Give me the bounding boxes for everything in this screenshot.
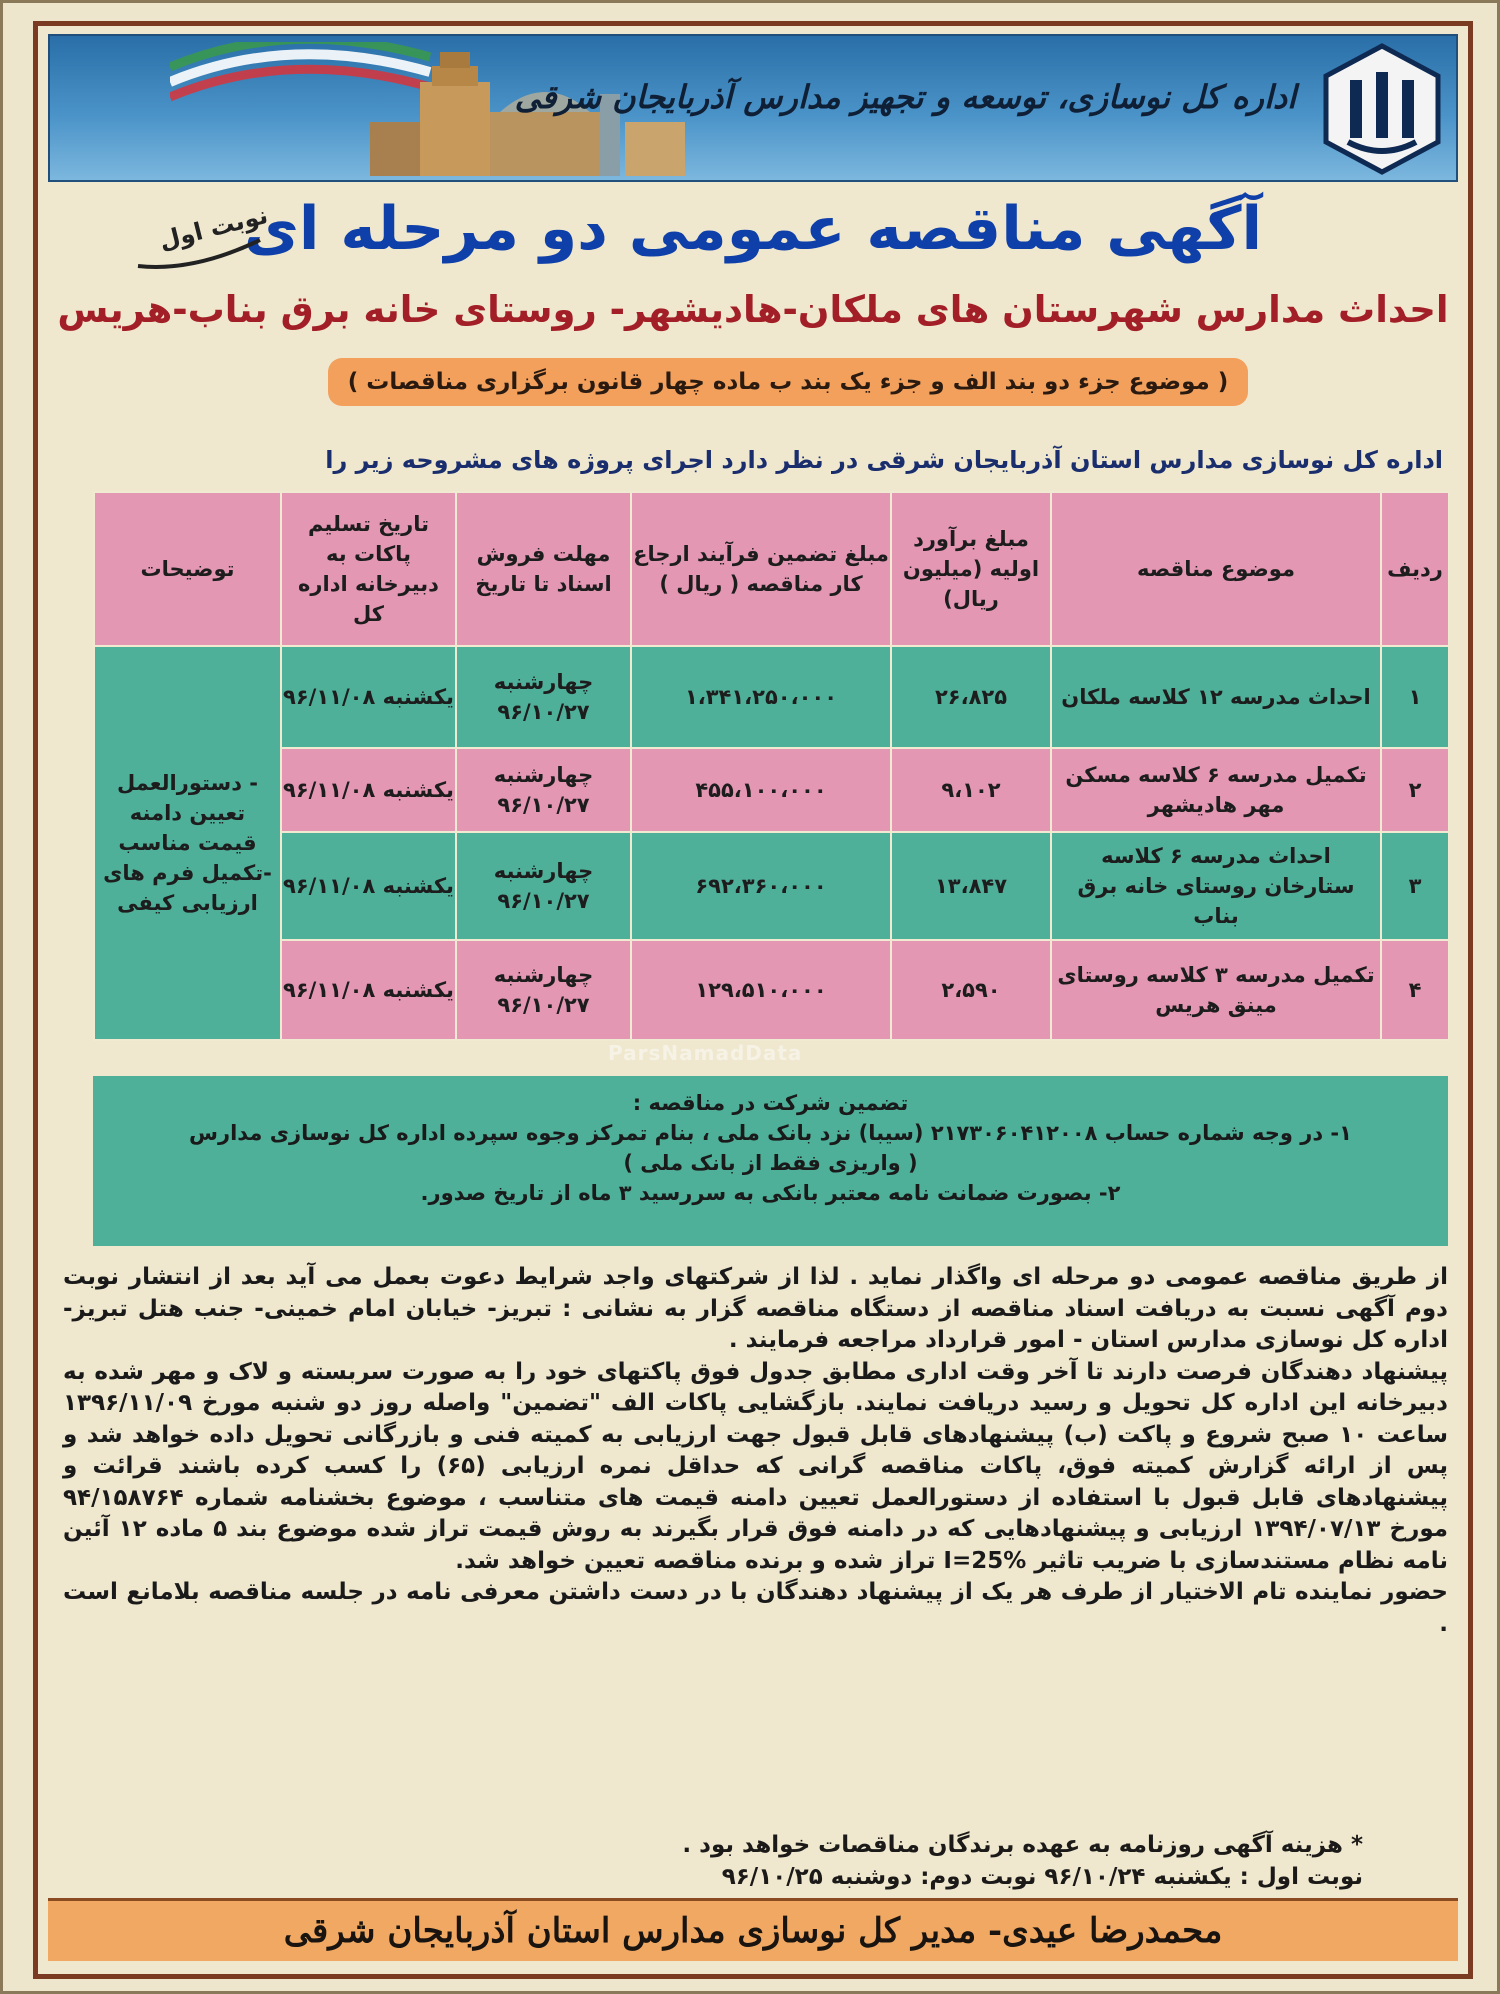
table-header-row <box>94 492 1449 646</box>
delivery-date: یکشنبه ۹۶/۱۱/۰۸ <box>281 748 456 832</box>
row-number: ۴ <box>1381 940 1449 1040</box>
row-number: ۲ <box>1381 748 1449 832</box>
delivery-date: یکشنبه ۹۶/۱۱/۰۸ <box>281 940 456 1040</box>
estimate-value: ۱۳،۸۴۷ <box>891 832 1051 940</box>
body-paragraph: حضور نماینده تام الاختیار از طرف هر یک از پیشنهاد دهندگان با در دست داشتن معرفی نامه در جلسه مناقصه بلامانع است . <box>63 1579 1448 1637</box>
estimate-value: ۹،۱۰۲ <box>891 748 1051 832</box>
advert-subtitle: احداث مدارس شهرستان های ملکان-هادیشهر- روستای خانه برق بناب-هریس <box>57 288 1449 331</box>
guarantee-value: ۱،۳۴۱،۲۵۰،۰۰۰ <box>631 646 891 748</box>
organization-logo-icon <box>1320 42 1444 176</box>
cost-note: * هزینه آگهی روزنامه به عهده برندگان مناقصات خواهد بود . <box>682 1832 1363 1858</box>
body-paragraph: پیشنهاد دهندگان فرصت دارند تا آخر وقت اداری مطابق جدول فوق پاکتهای خود را به صورت سربسته و لاک و مهر شده به دبیرخانه این اداره کل تحویل و رسید دریافت نمایند. بازگشایی پاکات الف "تضمین" واصله روز دو شنبه مورخ ۱۳۹۶/۱۱/۰۹ ساعت ۱۰ صبح شروع و پاکت (ب) پیشنهادهای قابل قبول جهت ارزیابی به کمیته فنی و بازرگانی تحویل داده خواهد شد و پس از ارائه گزارش کمیته فوق، پاکات مناقصه گرانی که حداقل نمره ارزیابی (۶۵) را کسب کرده باشند قرائت و پیشنهادهای قابل قبول با استفاده از دستورالعمل تعیین دامنه قیمت های متناسب ، موضوع بخشنامه شماره ۹۴/۱۵۸۷۶۴ مورخ ۱۳۹۴/۰۷/۱۳ ارزیابی و پیشنهادهایی که در دامنه فوق قرار بگیرند به روش قیمت تراز شده موضوع بند ۵ ماده ۱۲ آئین نامه نظام مستندسازی با ضریب تاثیر I=25% تراز شده و برنده مناقصه تعیین خواهد شد. <box>63 1358 1449 1574</box>
col-header-guarantee: مبلغ تضمین فرآیند ارجاع کار مناقصه ( ریال ) <box>631 492 891 646</box>
body-text <box>63 1262 1448 1640</box>
guarantee-value: ۴۵۵،۱۰۰،۰۰۰ <box>631 748 891 832</box>
col-header-row-no: ردیف <box>1381 492 1449 646</box>
sale-deadline: چهارشنبه ۹۶/۱۰/۲۷ <box>456 940 631 1040</box>
advert-title: آگهی مناقصه عمومی دو مرحله ای <box>243 194 1263 264</box>
guarantee-value: ۱۲۹،۵۱۰،۰۰۰ <box>631 940 891 1040</box>
tender-subject: احداث مدرسه ۱۲ کلاسه ملکان <box>1051 646 1381 748</box>
guarantee-line-1: ۱- در وجه شماره حساب ۲۱۷۳۰۶۰۴۱۲۰۰۸ (سیبا) نزد بانک ملی ، بنام تمرکز وجوه سپرده اداره کل نوسازی مدارس <box>189 1121 1352 1145</box>
legal-subject-box: ( موضوع جزء دو بند الف و جزء یک بند ب ماده چهار قانون برگزاری مناقصات ) <box>328 358 1248 406</box>
guarantee-line-3: ۲- بصورت ضمانت نامه معتبر بانکی به سررسید ۳ ماه از تاریخ صدور. <box>420 1181 1121 1205</box>
delivery-date: یکشنبه ۹۶/۱۱/۰۸ <box>281 646 456 748</box>
estimate-value: ۲۶،۸۲۵ <box>891 646 1051 748</box>
publication-dates: نوبت اول : یکشنبه ۹۶/۱۰/۲۴ نوبت دوم: دوشنبه ۹۶/۱۰/۲۵ <box>721 1864 1363 1890</box>
guarantee-title: تضمین شرکت در مناقصه : <box>632 1091 909 1115</box>
watermark: ParsNamadData <box>608 1041 803 1065</box>
estimate-value: ۲،۵۹۰ <box>891 940 1051 1040</box>
tender-table <box>93 491 1450 1041</box>
tender-subject: احداث مدرسه ۶ کلاسه ستارخان روستای خانه برق بناب <box>1051 832 1381 940</box>
row-number: ۱ <box>1381 646 1449 748</box>
table-row <box>94 940 1449 1040</box>
guarantee-line-2: ( واریزی فقط از بانک ملی ) <box>623 1151 918 1175</box>
first-notice-tag: نوبت اول <box>156 201 271 255</box>
col-header-notes: توضیحات <box>94 492 281 646</box>
col-header-subject: موضوع مناقصه <box>1051 492 1381 646</box>
guarantee-box <box>93 1076 1448 1246</box>
body-paragraph: از طریق مناقصه عمومی دو مرحله ای واگذار نماید . لذا از شرکتهای واجد شرایط دعوت بعمل می آید بعد از انتشار نوبت دوم آگهی نسبت به دریافت اسناد مناقصه از دستگاه مناقصه گزار به نشانی : تبریز- خیابان امام خمینی- جنب هتل تبریز- اداره کل نوسازی مدارس استان - امور قرارداد مراجعه فرمایند . <box>63 1264 1448 1353</box>
row-number: ۳ <box>1381 832 1449 940</box>
col-header-delivery-date: تاریخ تسلیم پاکات به دبیرخانه اداره کل <box>281 492 456 646</box>
tender-subject: تکمیل مدرسه ۳ کلاسه روستای مینق هریس <box>1051 940 1381 1040</box>
sale-deadline: چهارشنبه ۹۶/۱۰/۲۷ <box>456 832 631 940</box>
intro-sentence: اداره کل نوسازی مدارس استان آذربایجان شرقی در نظر دارد اجرای پروژه های مشروحه زیر را <box>325 446 1443 474</box>
col-header-estimate: مبلغ برآورد اولیه (میلیون ریال) <box>891 492 1051 646</box>
swoosh-decoration <box>134 236 264 276</box>
table-notes: - دستورالعمل تعیین دامنه قیمت مناسب -تکمیل فرم های ارزیابی کیفی <box>94 646 281 1040</box>
sale-deadline: چهارشنبه ۹۶/۱۰/۲۷ <box>456 748 631 832</box>
guarantee-value: ۶۹۲،۳۶۰،۰۰۰ <box>631 832 891 940</box>
advert-frame <box>33 21 1473 1979</box>
tender-subject: تکمیل مدرسه ۶ کلاسه مسکن مهر هادیشهر <box>1051 748 1381 832</box>
table-row <box>94 832 1449 940</box>
sale-deadline: چهارشنبه ۹۶/۱۰/۲۷ <box>456 646 631 748</box>
table-row <box>94 748 1449 832</box>
delivery-date: یکشنبه ۹۶/۱۱/۰۸ <box>281 832 456 940</box>
col-header-sale-deadline: مهلت فروش اسناد تا تاریخ <box>456 492 631 646</box>
table-row <box>94 646 1449 748</box>
header-banner <box>48 34 1458 182</box>
signature-bar: محمدرضا عیدی- مدیر کل نوسازی مدارس استان آذربایجان شرقی <box>48 1898 1458 1961</box>
organization-name: اداره کل نوسازی، توسعه و تجهیز مدارس آذربایجان شرقی <box>514 78 1296 116</box>
